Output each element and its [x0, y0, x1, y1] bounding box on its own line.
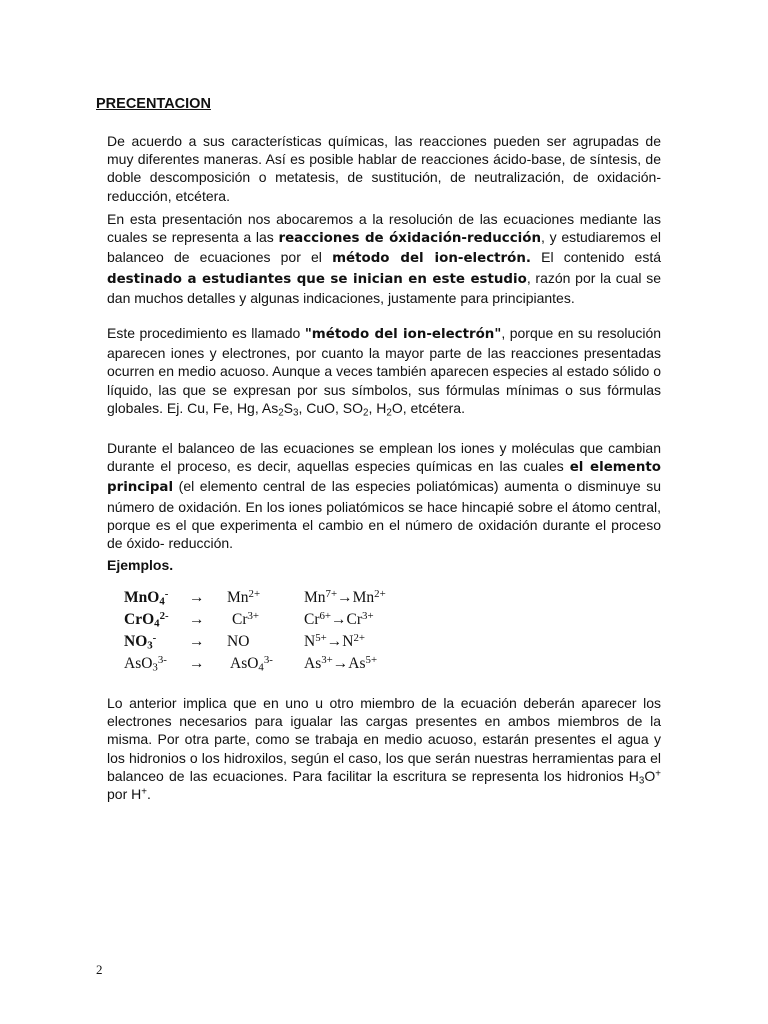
text-segment: (el elemento central de las especies poliatómicas) aumenta o disminuye su número de oxidación. En los iones poliatómicos se hace hincapié sobre el átomo central, porque es el que experimenta el cambio en el número de oxidación durante el proceso de óxido- reducción. [107, 478, 661, 552]
arrow-icon: → [326, 633, 343, 650]
paragraph-intro: De acuerdo a sus características químicas, las reacciones pueden ser agrupadas de muy diferentes maneras. Así es posible hablar de reacciones ácido-base, de síntesis, de doble descomposición o metatesis, de sustitución, de neutralización, de oxidación-reducción, etcétera. [107, 133, 661, 204]
oxidation-change: $Mn^{7+}\to Mn^{2+}$ [304, 588, 386, 606]
arrow-icon: → [331, 611, 347, 628]
page-title: PRECENTACION [96, 96, 211, 112]
arrow-icon: → [189, 611, 205, 628]
subscript: 2 [363, 407, 369, 419]
text-segment: O [644, 767, 656, 784]
product-species: $Cr^{3+}$ [232, 610, 260, 628]
arrow-icon: → [337, 589, 353, 606]
text-segment: , CuO, SO [298, 399, 364, 416]
text-segment: Durante el balanceo de las ecuaciones se emplean los iones y moléculas que cambian durante el proceso, es decir, aquellas especies químicas en las cuales [107, 440, 661, 475]
bold-term-method: método del ion-electrón. [332, 251, 531, 267]
subscript: 3 [638, 775, 645, 787]
text-segment: El contenido está [530, 249, 662, 266]
bold-term-principal-element: el elemento principal [107, 460, 661, 496]
reactant-species: $NO_3^-$ [124, 632, 157, 652]
product-species: $Mn^{2+}$ [227, 588, 261, 606]
text-segment: , razón por la cual se dan muchos detalles y algunas indicaciones, justamente para principiantes. [107, 269, 661, 306]
text-segment: por H [107, 786, 142, 803]
paragraph-balancing [107, 439, 661, 552]
oxidation-change: $As^{3+}\to As^{5+}$ [304, 654, 378, 672]
paragraph-presentation [107, 210, 661, 307]
reactant-species: AsO$_3^{3-}$ [124, 654, 167, 674]
arrow-icon: → [189, 655, 205, 672]
paragraph-procedure [107, 324, 661, 417]
arrow-icon: → [189, 589, 205, 606]
product-species: AsO$_4^{3-}$ [230, 654, 273, 674]
reactant-species: MnO$_4$- [124, 588, 169, 608]
superscript: + [141, 786, 147, 798]
text-segment: , porque en su resolución aparecen iones y electrones, por cuanto la mayor parte de las reacciones presentadas ocurren en medio acuoso. Aunque a veces también aparecen especies al estado sólido o líquido, las que se expresan por sus símbolos, sus fórmulas mínimas o sus fórmulas globales. Ej. Cu, Fe, Hg, As [107, 325, 662, 416]
text-segment: En esta presentación nos abocaremos a la resolución de las ecuaciones mediante las cuales se representa a las [107, 211, 661, 246]
subscript: 2 [278, 407, 284, 419]
oxidation-change: $N^{5+}\to N^{2+}$ [304, 632, 365, 650]
text-segment: Este procedimiento es llamado [107, 325, 305, 341]
subscript: 2 [386, 407, 392, 419]
superscript: + [655, 768, 661, 780]
text-segment: S [283, 399, 293, 416]
example-row [124, 611, 444, 633]
oxidation-change: $Cr^{6+}\to Cr^{3+}$ [304, 610, 374, 628]
bold-term-audience: destinado a estudiantes que se inician en este estudio [107, 271, 527, 287]
text-segment: O, etcétera. [391, 399, 465, 416]
text-segment: , H [368, 399, 387, 416]
product-species: NO [227, 633, 250, 650]
text-segment: , y estudiaremos el balanceo de ecuaciones por el [107, 229, 661, 266]
example-row [124, 589, 444, 611]
text-segment: . [146, 786, 151, 803]
example-row [124, 655, 444, 677]
arrow-icon: → [189, 633, 205, 650]
examples-table [124, 589, 444, 677]
bold-term-method-quoted: "método del ion-electrón" [304, 327, 502, 342]
text-segment: Lo anterior implica que en uno u otro miembro de la ecuación deberán aparecer los electrones necesarios para igualar las cargas presentes en ambos miembros de la misma. Por otra parte, como se trabaja en medio acuoso, estarán presentes el agua y los hidronios o los hidroxilos, según el caso, los que serán nuestras herramientas para el balanceo de las ecuaciones. Para facilitar la escritura se representa los hidronios H [107, 695, 661, 784]
example-row [124, 633, 444, 655]
reactant-species: CrO$_4^{2-}$ [124, 610, 169, 630]
subscript: 3 [293, 407, 299, 419]
examples-heading: Ejemplos. [107, 557, 174, 573]
bold-term-redox: reacciones de óxidación-reducción [278, 231, 541, 247]
arrow-icon: → [332, 655, 349, 672]
page-number: 2 [96, 962, 103, 977]
paragraph-implications [107, 694, 661, 803]
